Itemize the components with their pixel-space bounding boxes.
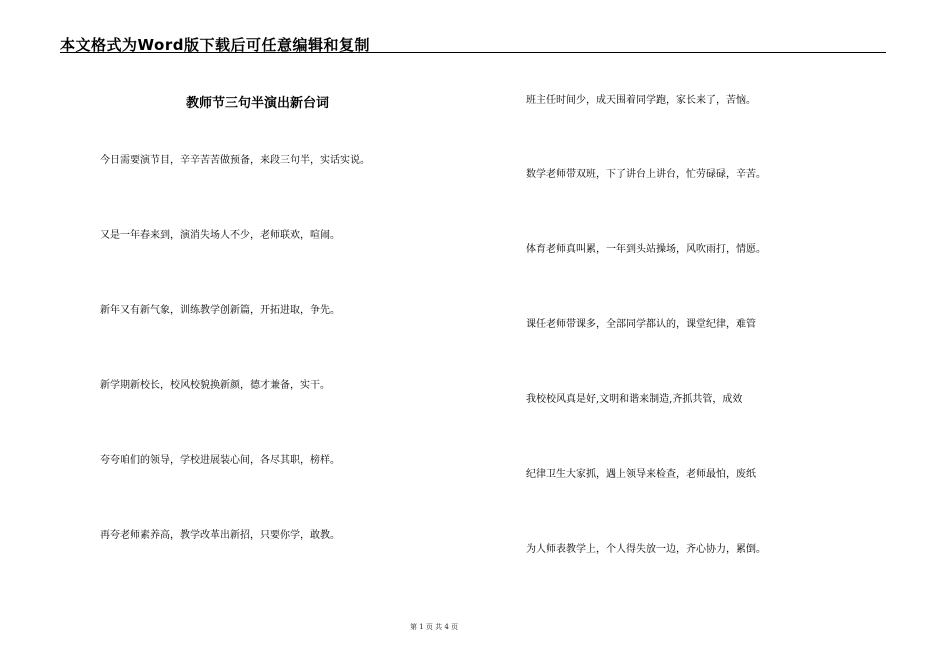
left-line-3: 新年又有新气象，训练教学创新篇，开拓进取，争先。 bbox=[100, 305, 340, 316]
right-line-3: 体育老师真叫累，一年到头站操场，风吹雨打，情愿。 bbox=[526, 244, 766, 255]
right-line-7: 为人师表教学上，个人得失放一边，齐心协力，累倒。 bbox=[526, 544, 766, 555]
right-line-2: 数学老师带双班，下了讲台上讲台，忙劳碌碌，辛苦。 bbox=[526, 169, 766, 180]
left-line-4: 新学期新校长，校风校貌换新颜，德才兼备，实干。 bbox=[100, 380, 330, 391]
left-line-5: 夸夸咱们的领导，学校进展装心间，各尽其职，榜样。 bbox=[100, 455, 340, 466]
right-line-4: 课任老师带课多，全部同学都认的，课堂纪律，难管 bbox=[526, 319, 756, 330]
right-line-6: 纪律卫生大家抓，遇上领导来检查，老师最怕，废纸 bbox=[526, 469, 756, 480]
header-divider bbox=[60, 52, 886, 53]
left-line-6: 再夸老师素养高，教学改革出新招，只要你学，敢教。 bbox=[100, 530, 340, 541]
right-line-1: 班主任时间少，成天围着同学跑，家长来了，苦恼。 bbox=[526, 95, 756, 106]
page-header: 本文格式为Word版下载后可任意编辑和复制 bbox=[60, 36, 370, 54]
left-line-1: 今日需要演节目，辛辛苦苦做预备，来段三句半，实话实说。 bbox=[100, 155, 370, 166]
document-title: 教师节三句半演出新台词 bbox=[186, 96, 330, 111]
page-number: 第 1 页 共 4 页 bbox=[409, 623, 459, 631]
left-line-2: 又是一年春来到，演消失场人不少，老师联欢，喧闹。 bbox=[100, 230, 340, 241]
right-line-5: 我校校风真是好,文明和谐来制造,齐抓共管，成效 bbox=[526, 394, 743, 405]
